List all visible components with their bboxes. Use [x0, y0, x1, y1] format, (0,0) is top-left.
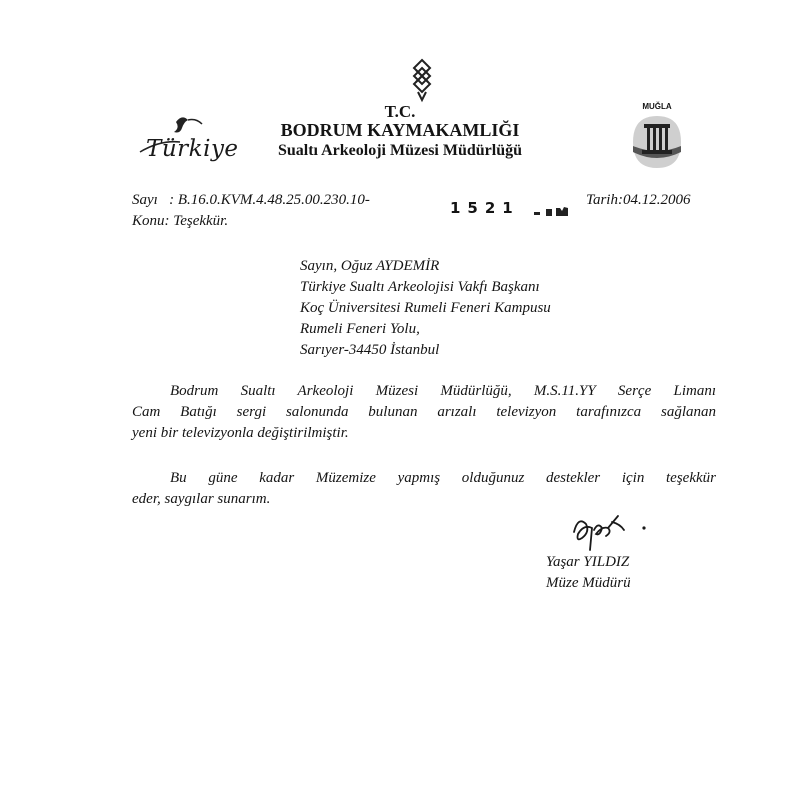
knot-emblem-icon	[410, 58, 434, 104]
paragraph-2	[132, 468, 716, 510]
sayi-line: Sayı : B.16.0.KVM.4.48.25.00.230.10-	[132, 192, 370, 208]
tarih-line: Tarih:04.12.2006	[586, 192, 691, 208]
stamp-mark-icon	[532, 204, 578, 218]
turkiye-logo-text: Türkiye	[146, 136, 239, 162]
recipient-line-5: Sarıyer-34450 İstanbul	[300, 342, 440, 358]
header-org: BODRUM KAYMAKAMLIĞI	[280, 120, 520, 140]
paragraph-1	[132, 381, 716, 444]
recipient-line-4: Rumeli Feneri Yolu,	[300, 321, 420, 337]
signatory-title: Müze Müdürü	[546, 575, 631, 591]
header-tc: T.C.	[384, 102, 416, 121]
paragraph-2-line: eder, saygılar sunarım.	[132, 491, 271, 507]
recipient-line-1: Sayın, Oğuz AYDEMİR	[300, 258, 440, 274]
mugla-logo-text: MUĞLA	[642, 102, 672, 111]
paragraph-1-line: Bodrum Sualtı Arkeoloji Müzesi Müdürlüğü, M.S.11.YY Serçe Limanı	[170, 383, 716, 399]
konu-line: Konu: Teşekkür.	[132, 213, 229, 229]
handwritten-signature	[568, 506, 664, 558]
header-dept: Sualtı Arkeoloji Müzesi Müdürlüğü	[277, 142, 523, 159]
column-emblem-icon	[627, 112, 687, 172]
signatory-name: Yaşar YILDIZ	[546, 554, 630, 570]
paragraph-1-line: Cam Batığı sergi salonunda bulunan arızalı televizyon tarafınızca sağlanan	[132, 404, 716, 420]
paragraph-1-line: yeni bir televizyonla değiştirilmiştir.	[132, 425, 349, 441]
turkiye-logo	[130, 112, 240, 168]
document-number-stamp: 1521	[450, 199, 520, 217]
paragraph-2-line: Bu güne kadar Müzemize yapmış olduğunuz destekler için teşekkür	[170, 470, 716, 486]
recipient-line-2: Türkiye Sualtı Arkeolojisi Vakfı Başkanı	[300, 279, 540, 295]
mugla-logo	[622, 102, 692, 174]
recipient-line-3: Koç Üniversitesi Rumeli Feneri Kampusu	[300, 300, 551, 316]
